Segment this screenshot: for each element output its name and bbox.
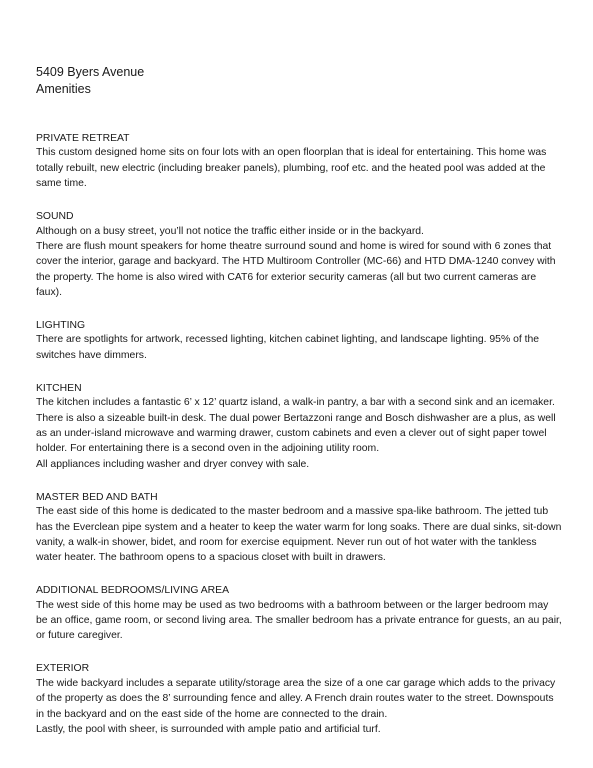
title-subtitle: Amenities — [36, 82, 91, 96]
section-heading: PRIVATE RETREAT — [36, 133, 130, 144]
section-heading: MASTER BED AND BATH — [36, 491, 158, 503]
section-private-retreat — [36, 132, 562, 192]
section-paragraph: Lastly, the pool with sheer, is surrounded with ample patio and artificial turf. — [36, 724, 381, 735]
section-paragraph: The east side of this home is dedicated to the master bedroom and a massive spa-like bathroom. The jetted tub has the Everclean pipe system and a heater to keep the water warm for long soaks. There are dual sinks, sit-down vanity, a walk-in shower, bidet, and room for exercise equipment. Never run out of hot water with the tankless water heater. The bathroom opens to a spacious closet with built in drawers. — [36, 506, 562, 564]
section-heading: KITCHEN — [36, 382, 82, 394]
section-paragraph: The west side of this home may be used as two bedrooms with a bathroom between or the larger bedroom may be an office, game room, or second living area. The smaller bedroom has a private entrance for guests, an au pair, or future caregiver. — [36, 599, 562, 642]
document-page — [36, 64, 562, 756]
section-heading: SOUND — [36, 211, 74, 223]
section-heading: LIGHTING — [36, 320, 86, 332]
section-paragraph: The wide backyard includes a separate utility/storage area the size of a one car garage which adds to the privacy of the property as does the 8’ surrounding fence and alley. A French drain routes water to the street. Downspouts in the backyard and on the east side of the home are connected to the drain. — [36, 677, 556, 720]
section-heading: EXTERIOR — [36, 663, 90, 675]
section-sound — [36, 210, 562, 300]
section-lighting — [36, 319, 562, 363]
section-exterior — [36, 662, 562, 737]
section-paragraph: All appliances including washer and dryer convey with sale. — [36, 458, 310, 470]
section-heading: ADDITIONAL BEDROOMS/LIVING AREA — [36, 585, 230, 597]
title-address: 5409 Byers Avenue — [36, 65, 145, 79]
section-additional-bedrooms — [36, 584, 562, 644]
section-paragraph: The kitchen includes a fantastic 6’ x 12’ quartz island, a walk-in pantry, a bar with a second sink and an icemaker. There is also a sizeable built-in desk. The dual power Bertazzoni range and Bosch dishwasher are a plus, as well as an under-island microwave and warming drawer, custom cabinets and even a clever out of sight paper towel holder. For entertaining there is a second oven in the adjoining utility room. — [36, 397, 556, 455]
section-paragraph: There are flush mount speakers for home theatre surround sound and home is wired for sound with 6 zones that cover the interior, garage and backyard. The HTD Multiroom Controller (MC-66) and HTD DMA-1240 convey with the property. The home is also wired with CAT6 for exterior security cameras (all but two current cameras are faux). — [36, 240, 556, 299]
section-kitchen — [36, 382, 562, 472]
document-title — [36, 64, 562, 98]
section-master-bed-and-bath — [36, 491, 562, 566]
section-paragraph: Although on a busy street, you’ll not notice the traffic either inside or in the backyard. — [36, 225, 424, 237]
section-paragraph: This custom designed home sits on four lots with an open floorplan that is ideal for entertaining. This home was totally rebuilt, new electric (including breaker panels), plumbing, roof etc. and the heated pool was added at the same time. — [36, 147, 547, 190]
section-paragraph: There are spotlights for artwork, recessed lighting, kitchen cabinet lighting, and landscape lighting. 95% of the switches have dimmers. — [36, 334, 540, 361]
